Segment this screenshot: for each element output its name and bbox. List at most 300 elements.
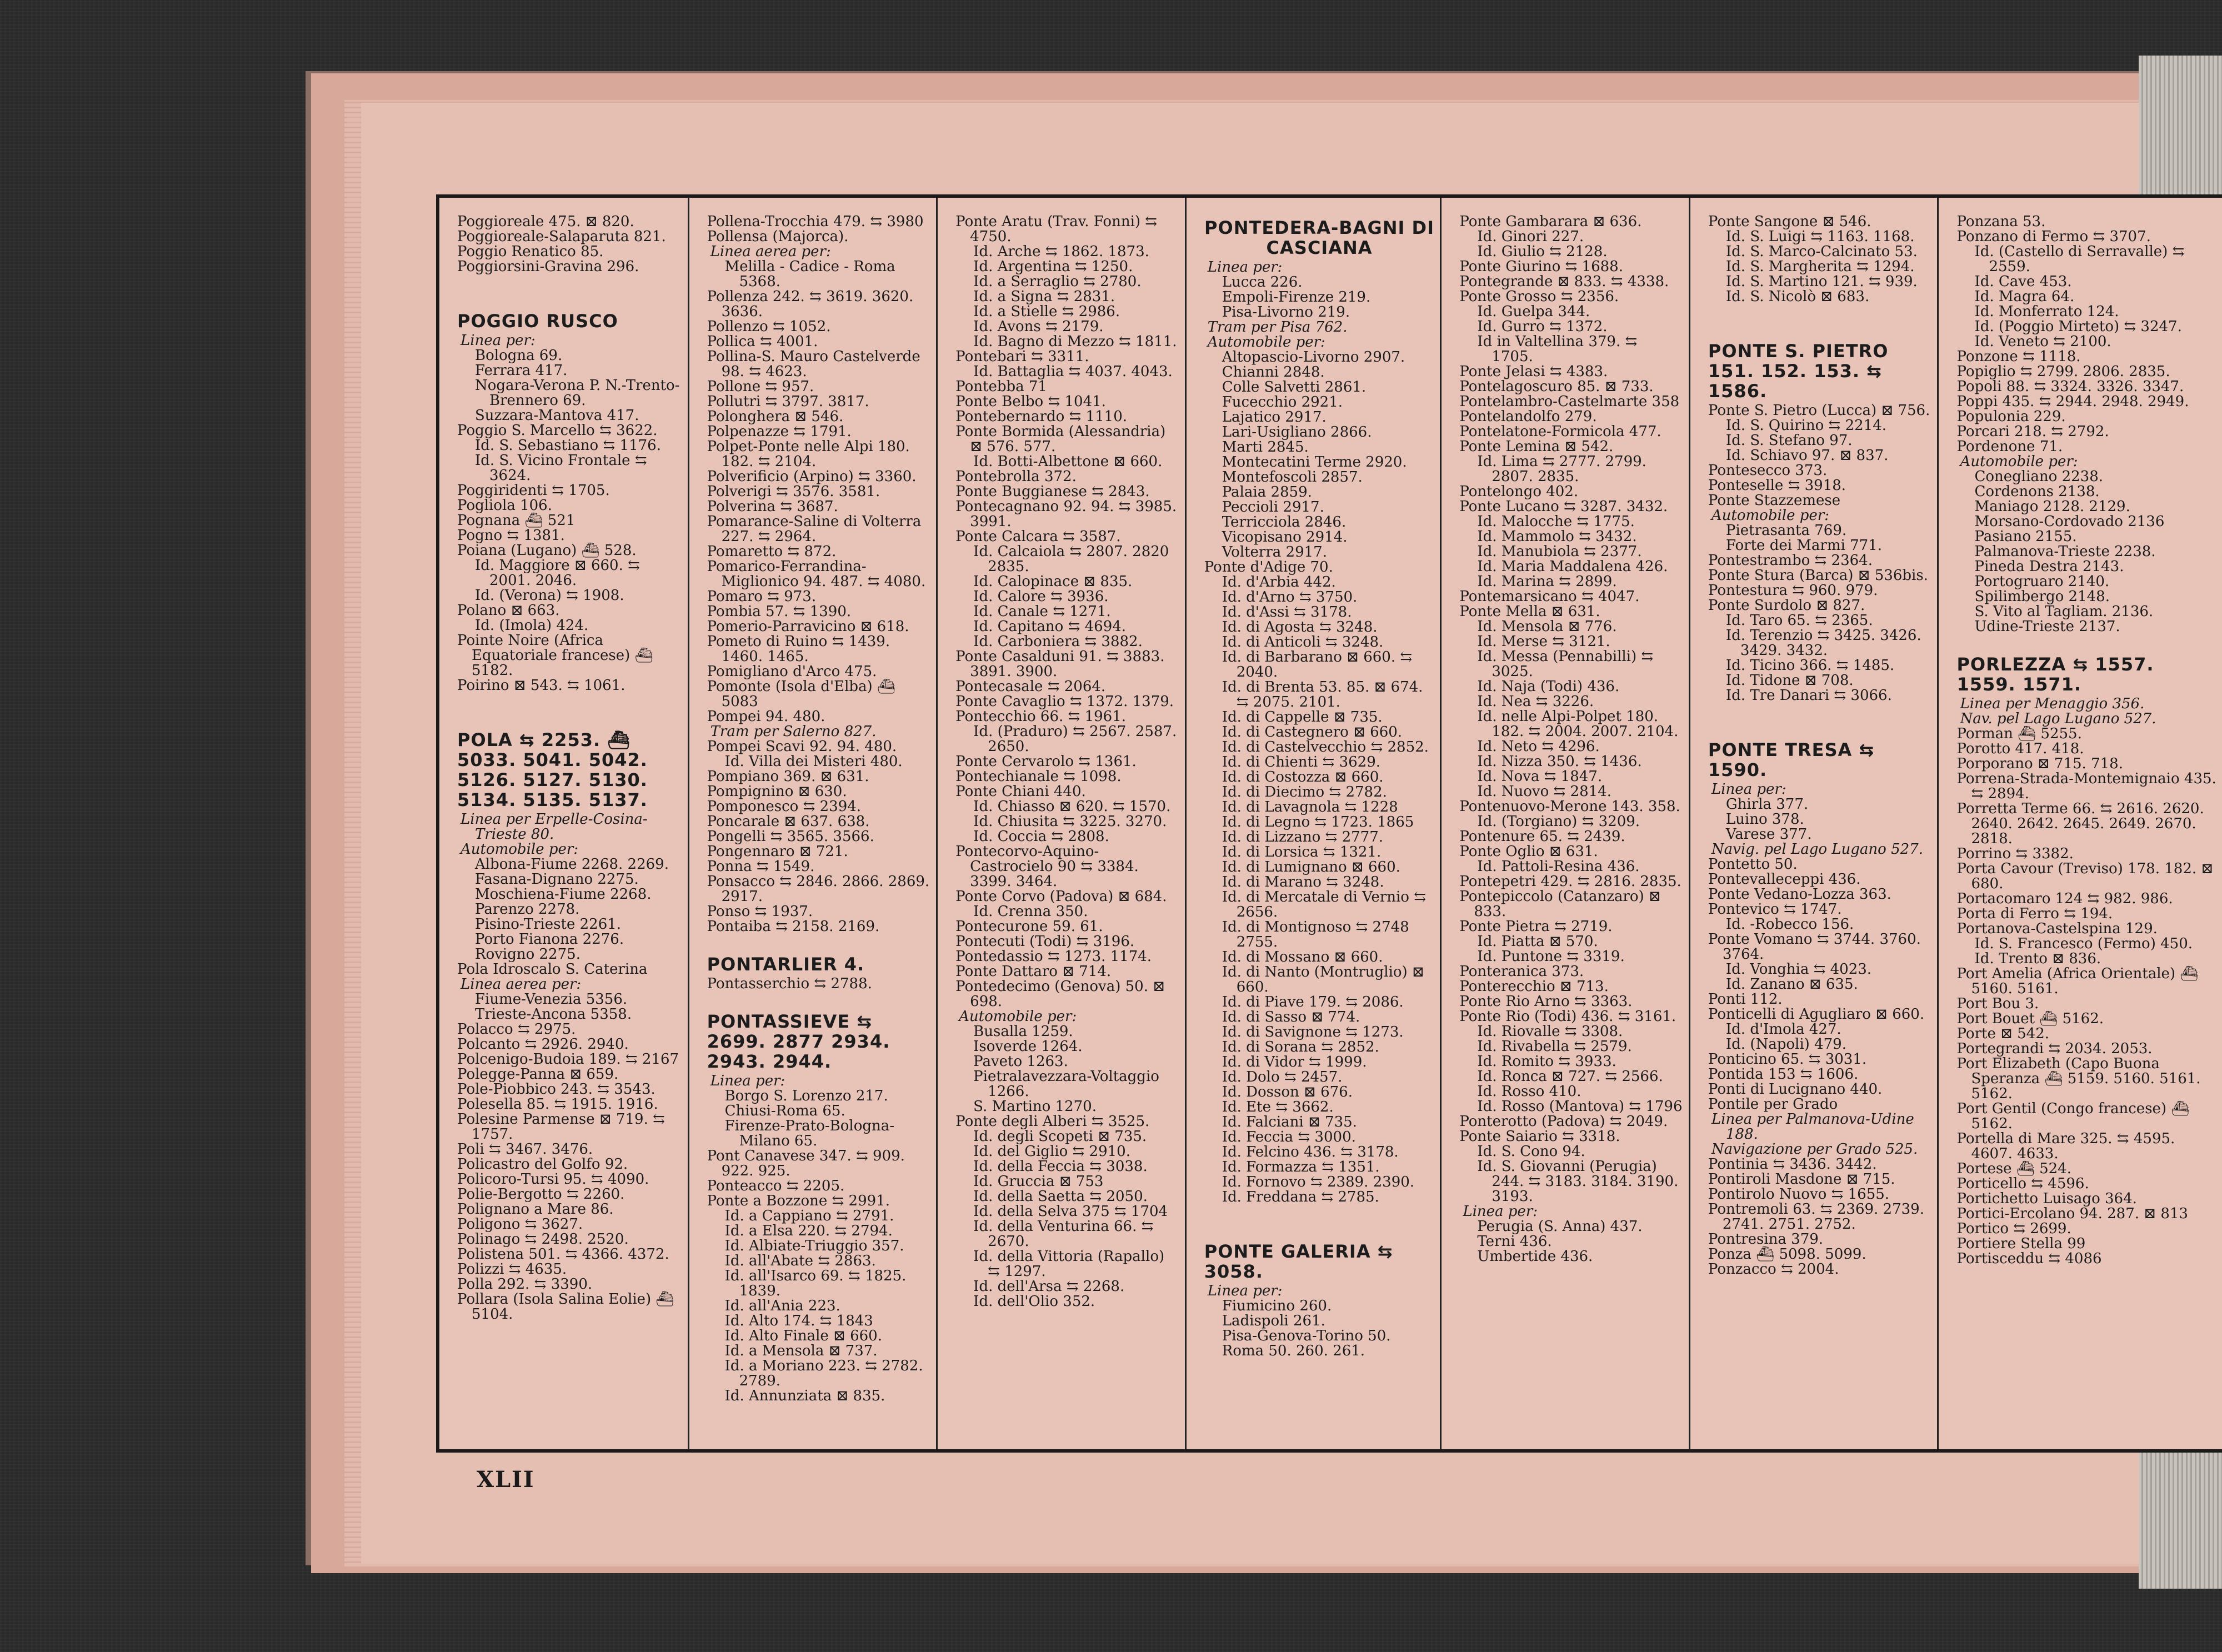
service-line: Linea per: <box>1463 1203 1538 1220</box>
index-entry: Pontechianale ⇆ 1098. <box>955 768 1122 785</box>
sub-entry: Paveto 1263. <box>973 1053 1068 1070</box>
index-entry: Ponzana 53. <box>1956 213 2046 230</box>
index-entry: Pompei 94. 480. <box>707 708 825 725</box>
index-entry: Ponte Chiani 440. <box>955 783 1086 800</box>
sub-entry: Udine-Trieste 2137. <box>1974 618 2120 635</box>
index-column-1 <box>439 198 689 1449</box>
sub-entry: Id. Magra 64. <box>1974 288 2075 305</box>
index-entry: Poligono ⇆ 3627. <box>457 1216 583 1233</box>
index-entry: Pombia 57. ⇆ 1390. <box>707 603 852 620</box>
sub-entry: Id. Carboniera ⇆ 3882. <box>973 633 1143 650</box>
sub-entry: Id. Ronca ⊠ 727. ⇆ 2566. <box>1477 1068 1663 1085</box>
index-entry: Pollena-Trocchia 479. ⇆ 3980 <box>707 213 924 230</box>
sub-entry: Id. di Legno ⇆ 1723. 1865 <box>1222 814 1414 830</box>
sub-entry: Firenze-Prato-Bologna-Milano 65. <box>724 1118 895 1149</box>
index-entry: Ponte Surdolo ⊠ 827. <box>1708 597 1865 614</box>
sub-entry: Id. a Signa ⇆ 2831. <box>973 288 1115 305</box>
index-entry: Portese ⛴ 524. <box>1956 1160 2071 1177</box>
sub-entry: Colle Salvetti 2861. <box>1222 379 1367 396</box>
index-entry: Pontecurone 59. 61. <box>955 918 1103 935</box>
sub-entry: Id. all'Ania 223. <box>724 1298 840 1314</box>
sub-entry: Id. di Mossano ⊠ 660. <box>1222 949 1383 965</box>
index-entry: Polacco ⇆ 2975. <box>457 1021 576 1038</box>
index-entry: Polegge-Panna ⊠ 659. <box>457 1066 619 1083</box>
sub-entry: Id. Dosson ⊠ 676. <box>1222 1084 1353 1100</box>
index-entry: Ponte Buggianese ⇆ 2843. <box>955 483 1150 500</box>
spacer <box>1708 304 1932 338</box>
sub-entry: Id. Albiate-Triuggio 357. <box>724 1238 904 1254</box>
index-entry: Porman ⛴ 5255. <box>1956 725 2082 742</box>
sub-entry: Id. Falciani ⊠ 735. <box>1222 1114 1357 1130</box>
index-entry: Pomponesco ⇆ 2394. <box>707 798 862 815</box>
sub-entry: Id. Formazza ⇆ 1351. <box>1222 1159 1380 1175</box>
index-entry: Pontevalleceppi 436. <box>1708 871 1861 888</box>
sub-entry: Id. di Sorana ⇆ 2852. <box>1222 1039 1379 1055</box>
sub-entry: Ferrara 417. <box>475 362 568 379</box>
sub-entry: Id. Tidone ⊠ 708. <box>1725 672 1854 689</box>
index-entry: Ponso ⇆ 1937. <box>707 903 813 920</box>
sub-entry: Pisa-Genova-Torino 50. <box>1222 1328 1391 1344</box>
section-heading: PONTARLIER 4. <box>707 954 865 975</box>
index-entry: Ponte Rio Arno ⇆ 3363. <box>1459 993 1633 1010</box>
index-entry: Port Gentil (Congo francese) ⛴ 5162. <box>1956 1100 2190 1132</box>
sub-entry: Id. Trento ⊠ 836. <box>1974 950 2101 967</box>
sub-entry: Bologna 69. <box>475 347 563 364</box>
sub-entry: Fiumicino 260. <box>1222 1298 1332 1314</box>
sub-entry: Id. Gurro ⇆ 1372. <box>1477 318 1608 335</box>
sub-entry: Id. Marina ⇆ 2899. <box>1477 573 1617 590</box>
index-entry: Pogno ⇆ 1381. <box>457 527 565 544</box>
sub-entry: Id. Ticino 366. ⇆ 1485. <box>1725 657 1895 674</box>
sub-entry: Id. dell'Olio 352. <box>973 1293 1095 1310</box>
index-entry: Polie-Bergotto ⇆ 2260. <box>457 1186 625 1203</box>
index-entry: Ponte a Bozzone ⇆ 2991. <box>707 1193 890 1209</box>
index-entry: Ponte Belbo ⇆ 1041. <box>955 393 1106 410</box>
sub-entry: Vicopisano 2914. <box>1222 529 1348 545</box>
sub-entry: Fiume-Venezia 5356. <box>475 991 628 1008</box>
sub-entry: Id. Alto 174. ⇆ 1843 <box>724 1313 873 1329</box>
index-entry: Policoro-Tursi 95. ⇆ 4090. <box>457 1171 649 1188</box>
sub-entry: Pietrasanta 769. <box>1725 522 1847 539</box>
sub-entry: Id. Argentina ⇆ 1250. <box>973 258 1133 275</box>
sub-entry: Id. Giulio ⇆ 2128. <box>1477 243 1608 260</box>
sub-entry: Id. Calore ⇆ 3936. <box>973 588 1109 605</box>
sub-entry: Id. di Cappelle ⊠ 735. <box>1222 709 1383 725</box>
index-entry: Pompiano 369. ⊠ 631. <box>707 768 869 785</box>
index-entry: Pomerio-Parravicino ⊠ 618. <box>707 618 909 635</box>
sub-entry: Id. Arche ⇆ 1862. 1873. <box>973 243 1149 260</box>
sub-entry: Id. (Imola) 424. <box>475 617 589 634</box>
index-entry: Ponsacco ⇆ 2846. 2866. 2869. 2917. <box>707 873 930 905</box>
index-entry: Pompignino ⊠ 630. <box>707 783 847 800</box>
index-entry: Polcenigo-Budoia 189. ⇆ 2167 <box>457 1051 679 1068</box>
index-entry: Polignano a Mare 86. <box>457 1201 614 1218</box>
sub-entry: Id. della Venturina 66. ⇆ 2670. <box>973 1218 1154 1250</box>
sub-entry: Id. Bagno di Mezzo ⇆ 1811. <box>973 333 1177 350</box>
sub-entry: Busalla 1259. <box>973 1023 1073 1040</box>
sub-entry: Conegliano 2238. <box>1974 468 2104 485</box>
service-line: Automobile per: <box>959 1008 1077 1025</box>
service-line: Automobile per: <box>1960 453 2078 470</box>
sub-entry: Id. Calopinace ⊠ 835. <box>973 573 1133 590</box>
sub-entry: Id. Rosso (Mantova) ⇆ 1796 <box>1477 1098 1683 1115</box>
index-entry: Ponte Dattaro ⊠ 714. <box>955 963 1112 980</box>
sub-entry: Maniago 2128. 2129. <box>1974 498 2130 515</box>
sub-entry: Id. di Diecimo ⇆ 2782. <box>1222 784 1387 800</box>
index-entry: Ponticino 65. ⇆ 3031. <box>1708 1051 1867 1068</box>
index-entry: Pontida 153 ⇆ 1606. <box>1708 1066 1859 1083</box>
sub-entry: Pisino-Trieste 2261. <box>475 916 622 933</box>
index-entry: Pongennaro ⊠ 721. <box>707 843 848 860</box>
sub-entry: Spilimbergo 2148. <box>1974 588 2110 605</box>
spacer <box>457 693 682 727</box>
sub-entry: Id. a Stielle ⇆ 2986. <box>973 303 1120 320</box>
sub-entry: Id. a Cappiano ⇆ 2791. <box>724 1208 894 1224</box>
index-entry: Poggiridenti ⇆ 1705. <box>457 482 610 499</box>
index-entry: Ponte d'Adige 70. <box>1204 559 1333 575</box>
sub-entry: Id in Valtellina 379. ⇆ 1705. <box>1477 333 1638 365</box>
index-entry: Pontecasale ⇆ 2064. <box>955 678 1106 695</box>
section-heading: PONTE S. PIETRO 151. 152. 153. ⇆ 1586. <box>1708 341 1889 402</box>
index-entry: Pompei Scavi 92. 94. 480. <box>707 738 897 755</box>
sub-entry: Terni 436. <box>1477 1233 1552 1250</box>
index-entry: Port Bou 3. <box>1956 995 2039 1012</box>
index-entry: Portacomaro 124 ⇆ 982. 986. <box>1956 890 2173 907</box>
sub-entry: Palmanova-Trieste 2238. <box>1974 543 2156 560</box>
index-entry: Pomonte (Isola d'Elba) ⛴ 5083 <box>707 678 895 710</box>
sub-entry: Id. Messa (Pennabilli) ⇆ 3025. <box>1477 648 1654 680</box>
index-entry: Pordenone 71. <box>1956 438 2063 455</box>
index-entry: Pollone ⇆ 957. <box>707 378 814 395</box>
index-entry: Pongelli ⇆ 3565. 3566. <box>707 828 874 845</box>
index-entry: Poggio Renatico 85. <box>457 243 604 260</box>
sub-entry: Id. S. Sebastiano ⇆ 1176. <box>475 437 661 454</box>
sub-entry: Isoverde 1264. <box>973 1038 1083 1055</box>
sub-entry: Id. Calcaiola ⇆ 2807. 2820 2835. <box>973 543 1169 575</box>
sub-entry: Id. di Sasso ⊠ 774. <box>1222 1009 1360 1025</box>
index-entry: Porticello ⇆ 4596. <box>1956 1175 2089 1192</box>
sub-entry: Montecatini Terme 2920. <box>1222 454 1407 470</box>
sub-entry: Id. Malocche ⇆ 1775. <box>1477 513 1635 530</box>
sub-entry: Id. dell'Arsa ⇆ 2268. <box>973 1278 1125 1295</box>
index-entry: Polverigi ⇆ 3576. 3581. <box>707 483 880 500</box>
sub-entry: Id. Freddana ⇆ 2785. <box>1222 1189 1379 1205</box>
service-line: Tram per Salerno 827. <box>710 723 877 740</box>
sub-entry: Cordenons 2138. <box>1974 483 2100 500</box>
sub-entry: Suzzara-Mantova 417. <box>475 407 639 424</box>
index-entry: Ponte degli Alberi ⇆ 3525. <box>955 1113 1150 1130</box>
sub-entry: Morsano-Cordovado 2136 <box>1974 513 2165 530</box>
sub-entry: Id. S. Vicino Frontale ⇆ 3624. <box>475 452 647 484</box>
index-entry: Pollenza 242. ⇆ 3619. 3620. 3636. <box>707 288 914 320</box>
sub-entry: Id. Rosso 410. <box>1477 1083 1582 1100</box>
index-entry: Ponte Stazzemese <box>1708 492 1841 509</box>
section-heading: PONTEDERA-BAGNI DI CASCIANA <box>1204 217 1434 258</box>
sub-entry: Id. Ginori 227. <box>1477 228 1584 245</box>
index-entry: Ponterotto (Padova) ⇆ 2049. <box>1459 1113 1668 1130</box>
index-entry: Polistena 501. ⇆ 4366. 4372. <box>457 1246 669 1263</box>
service-line: Automobile per: <box>461 841 579 858</box>
sub-entry: Pasiano 2155. <box>1974 528 2077 545</box>
index-entry: Pola Idroscalo S. Caterina <box>457 961 648 978</box>
index-entry: Ponti 112. <box>1708 991 1783 1008</box>
sub-entry: Chiusi-Roma 65. <box>724 1103 845 1119</box>
sub-entry: Id. Villa dei Misteri 480. <box>724 753 903 770</box>
sub-entry: Id. (Napoli) 479. <box>1725 1036 1846 1053</box>
index-entry: Portella di Mare 325. ⇆ 4595. 4607. 4633. <box>1956 1130 2175 1162</box>
sub-entry: Id. Chiusita ⇆ 3225. 3270. <box>973 813 1167 830</box>
sub-entry: Id. S. Margherita ⇆ 1294. <box>1725 258 1915 275</box>
service-line: Nav. pel Lago Lugano 527. <box>1960 710 2156 727</box>
index-entry: Portici-Ercolano 94. 287. ⊠ 813 <box>1956 1205 2188 1222</box>
index-entry: Policastro del Golfo 92. <box>457 1156 628 1173</box>
spacer <box>1708 703 1932 737</box>
sub-entry: Id. Rivabella ⇆ 2579. <box>1477 1038 1632 1055</box>
sub-entry: Id. S. Francesco (Fermo) 450. <box>1974 935 2193 952</box>
service-line: Linea per: <box>1207 259 1283 276</box>
index-entry: Ponti di Lucignano 440. <box>1708 1081 1883 1098</box>
index-entry: Pontecagnano 92. 94. ⇆ 3985. 3991. <box>955 498 1177 530</box>
sub-entry: Id. S. Martino 121. ⇆ 939. <box>1725 273 1918 290</box>
sub-entry: Id. a Moriano 223. ⇆ 2782. 2789. <box>724 1358 923 1389</box>
index-entry: Port Elizabeth (Capo Buona Speranza ⛴ 5159. 5160. 5161. 5162. <box>1956 1055 2201 1102</box>
sub-entry: Id. Pattoli-Resina 436. <box>1477 858 1640 875</box>
service-line: Automobile per: <box>1711 507 1829 524</box>
sub-entry: Id. Tre Danari ⇆ 3066. <box>1725 687 1892 704</box>
sub-entry: Id. Alto Finale ⊠ 660. <box>724 1328 882 1344</box>
index-entry: Porta di Ferro ⇆ 194. <box>1956 905 2113 922</box>
index-entry: Pontresina 379. <box>1708 1231 1824 1248</box>
index-entry: Ponte Saiario ⇆ 3318. <box>1459 1128 1620 1145</box>
sub-entry: Id. Nea ⇆ 3226. <box>1477 693 1594 710</box>
sub-entry: Id. Romito ⇆ 3933. <box>1477 1053 1617 1070</box>
index-entry: Ponte Casalduni 91. ⇆ 3883. 3891. 3900. <box>955 648 1165 680</box>
sub-entry: Palaia 2859. <box>1222 484 1312 500</box>
sub-entry: Peccioli 2917. <box>1222 499 1324 515</box>
index-entry: Pometo di Ruino ⇆ 1439. 1460. 1465. <box>707 633 890 665</box>
sub-entry: Id. di Lizzano ⇆ 2777. <box>1222 829 1384 845</box>
sub-entry: Id. (Torgiano) ⇆ 3209. <box>1477 813 1640 830</box>
index-entry: Poiana (Lugano) ⛴ 528. <box>457 542 637 559</box>
sub-entry: Id. di Brenta 53. 85. ⊠ 674. ⇆ 2075. 2101. <box>1222 679 1423 710</box>
index-entry: Portichetto Luisago 364. <box>1956 1190 2137 1207</box>
index-entry: Pontelongo 402. <box>1459 483 1579 500</box>
index-entry: Pontinia ⇆ 3436. 3442. <box>1708 1156 1877 1173</box>
index-entry: Ponte S. Pietro (Lucca) ⊠ 756. <box>1708 402 1930 419</box>
index-entry: Poggiorsini-Gravina 296. <box>457 258 639 275</box>
index-entry: Polverificio (Arpino) ⇆ 3360. <box>707 468 917 485</box>
sub-entry: Borgo S. Lorenzo 217. <box>724 1088 888 1104</box>
sub-entry: Pisa-Livorno 219. <box>1222 304 1350 321</box>
sub-entry: Id. Battaglia ⇆ 4037. 4043. <box>973 363 1173 380</box>
sub-entry: Marti 2845. <box>1222 439 1309 455</box>
sub-entry: Id. Capitano ⇆ 4694. <box>973 618 1127 635</box>
index-entry: Pontedassio ⇆ 1273. 1174. <box>955 948 1152 965</box>
sub-entry: Porto Fianona 2276. <box>475 931 624 948</box>
sub-entry: Id. di Lumignano ⊠ 660. <box>1222 859 1400 875</box>
sub-entry: Id. di Nanto (Montruglio) ⊠ 660. <box>1222 964 1424 995</box>
service-line: Linea per: <box>461 332 536 349</box>
service-line: Linea per: <box>710 1073 785 1089</box>
sub-entry: Id. Maggiore ⊠ 660. ⇆ 2001. 2046. <box>475 557 640 589</box>
index-entry: Polpet-Ponte nelle Alpi 180. 182. ⇆ 2104. <box>707 438 910 470</box>
service-line: Navigazione per Grado 525. <box>1711 1141 1918 1158</box>
index-entry: Pontepiccolo (Catanzaro) ⊠ 833. <box>1459 888 1661 920</box>
sub-entry: Id. di Lorsica ⇆ 1321. <box>1222 844 1382 860</box>
section-heading: POLA ⇆ 2253. ⛴ 5033. 5041. 5042. 5126. 5127. 5130. 5134. 5135. 5137. <box>457 729 648 810</box>
index-entry: Poggioreale-Salaparuta 821. <box>457 228 666 245</box>
sub-entry: Lucca 226. <box>1222 274 1303 291</box>
sub-entry: Id. di Barbarano ⊠ 660. ⇆ 2040. <box>1222 649 1413 680</box>
sub-entry: Id. Guelpa 344. <box>1477 303 1590 320</box>
sub-entry: Id. di Marano ⇆ 3248. <box>1222 874 1384 890</box>
sub-entry: Id. S. Giovanni (Perugia) 244. ⇆ 3183. 3184. 3190. 3193. <box>1477 1158 1679 1205</box>
index-entry: Porporano ⊠ 715. 718. <box>1956 755 2123 772</box>
index-entry: Porrena-Strada-Montemignaio 435. ⇆ 2894. <box>1956 770 2216 802</box>
sub-entry: Ladispoli 261. <box>1222 1313 1325 1329</box>
index-entry: Polesella 85. ⇆ 1915. 1916. <box>457 1096 658 1113</box>
sub-entry: Id. Crenna 350. <box>973 903 1088 920</box>
sub-entry: Id. Zanano ⊠ 635. <box>1725 976 1858 993</box>
index-entry: Ponte Giurino ⇆ 1688. <box>1459 258 1623 275</box>
service-line: Tram per Pisa 762. <box>1207 319 1348 336</box>
index-entry: Pogliola 106. <box>457 497 552 514</box>
index-entry: Pontevico ⇆ 1747. <box>1708 901 1842 918</box>
sub-entry: Id. Puntone ⇆ 3319. <box>1477 948 1625 965</box>
index-entry: Pontepetri 429. ⇆ 2816. 2835. <box>1459 873 1681 890</box>
index-entry: Polla 292. ⇆ 3390. <box>457 1276 593 1293</box>
index-entry: Pontetto 50. <box>1708 856 1798 873</box>
index-column-4 <box>1187 198 1442 1449</box>
service-line: Linea per: <box>1711 781 1786 798</box>
sub-entry: Luino 378. <box>1725 811 1804 828</box>
index-entry: Pollutri ⇆ 3797. 3817. <box>707 393 869 410</box>
index-entry: Ponte Corvo (Padova) ⊠ 684. <box>955 888 1167 905</box>
index-entry: Pontelandolfo 279. <box>1459 408 1597 425</box>
index-entry: Ponte Cavaglio ⇆ 1372. 1379. <box>955 693 1174 710</box>
sub-entry: Lari-Usigliano 2866. <box>1222 424 1372 440</box>
section-heading: PONTE GALERIA ⇆ 3058. <box>1204 1241 1393 1282</box>
index-entry: Ponteselle ⇆ 3918. <box>1708 477 1846 494</box>
index-entry: Ponte Stura (Barca) ⊠ 536bis. <box>1708 567 1928 584</box>
sub-entry: Perugia (S. Anna) 437. <box>1477 1218 1643 1235</box>
sub-entry: Fasana-Dignano 2275. <box>475 871 639 888</box>
index-entry: Portegrandi ⇆ 2034. 2053. <box>1956 1040 2153 1057</box>
service-line: Navig. pel Lago Lugano 527. <box>1711 841 1923 858</box>
sub-entry: Id. Canale ⇆ 1271. <box>973 603 1111 620</box>
sub-entry: Id. degli Scopeti ⊠ 735. <box>973 1128 1147 1145</box>
sub-entry: S. Vito al Tagliam. 2136. <box>1974 603 2154 620</box>
index-entry: Pollensa (Majorca). <box>707 228 849 245</box>
index-entry: Ponte Gambarara ⊠ 636. <box>1459 213 1642 230</box>
index-entry: Ponzone ⇆ 1118. <box>1956 348 2081 365</box>
sub-entry: Id. nelle Alpi-Polpet 180. 182. ⇆ 2004. 2007. 2104. <box>1477 708 1679 740</box>
sub-entry: Id. Botti-Albettone ⊠ 660. <box>973 453 1163 470</box>
index-entry: Pomaretto ⇆ 872. <box>707 543 837 560</box>
sub-entry: Id. della Selva 375 ⇆ 1704 <box>973 1203 1168 1220</box>
index-entry: Pont Canavese 347. ⇆ 909. 922. 925. <box>707 1148 905 1179</box>
index-entry: Ponte Lemina ⊠ 542. <box>1459 438 1614 455</box>
service-line: Linea per Menaggio 356. <box>1960 695 2145 712</box>
index-entry: Porrino ⇆ 3382. <box>1956 845 2074 862</box>
spacer <box>1956 634 2216 651</box>
sub-entry: Id. di Costozza ⊠ 660. <box>1222 769 1384 785</box>
sub-entry: Id. S. Stefano 97. <box>1725 432 1853 449</box>
index-entry: Pontesecco 373. <box>1708 462 1828 479</box>
sub-entry: Id. di Montignoso ⇆ 2748 2755. <box>1222 919 1409 950</box>
index-entry: Ponte Sangone ⊠ 546. <box>1708 213 1871 230</box>
section-heading: PONTE TRESA ⇆ 1590. <box>1708 739 1875 780</box>
index-entry: Ponte Vedano-Lozza 363. <box>1708 886 1891 903</box>
index-entry: Pomarico-Ferrandina-Miglionico 94. 487. ⇆ 4080. <box>707 558 926 590</box>
sub-entry: Id. Merse ⇆ 3121. <box>1477 633 1610 650</box>
sub-entry: Id. Neto ⇆ 4296. <box>1477 738 1600 755</box>
sub-entry: Id. Cave 453. <box>1974 273 2072 290</box>
index-entry: Pontile per Grado <box>1708 1096 1838 1113</box>
index-entry: Popiglio ⇆ 2799. 2806. 2835. <box>1956 363 2170 380</box>
sub-entry: Id. a Serraglio ⇆ 2780. <box>973 273 1142 290</box>
sub-entry: Id. Chiasso ⊠ 620. ⇆ 1570. <box>973 798 1171 815</box>
index-entry: Ponte Vomano ⇆ 3744. 3760. 3764. <box>1708 931 1921 963</box>
index-entry: Ponte Oglio ⊠ 631. <box>1459 843 1598 860</box>
sub-entry: Id. Piatta ⊠ 570. <box>1477 933 1598 950</box>
index-entry: Pontedecimo (Genova) 50. ⊠ 698. <box>955 978 1165 1010</box>
index-entry: Pole-Piobbico 243. ⇆ 3543. <box>457 1081 655 1098</box>
page-number: XLII <box>477 1466 535 1493</box>
index-entry: Pomigliano d'Arco 475. <box>707 663 877 680</box>
index-entry: Ponte Pietra ⇆ 2719. <box>1459 918 1613 935</box>
index-entry: Ponte Bormida (Alessandria) ⊠ 576. 577. <box>955 423 1166 455</box>
sub-entry: Id. (Castello di Serravalle) ⇆ 2559. <box>1974 243 2185 275</box>
index-entry: Porta Cavour (Treviso) 178. 182. ⊠ 680. <box>1956 860 2214 892</box>
sub-entry: Id. all'Abate ⇆ 2863. <box>724 1253 876 1269</box>
sub-entry: Id. Terenzio ⇆ 3425. 3426. 3429. 3432. <box>1725 627 1921 659</box>
index-entry: Pomaro ⇆ 973. <box>707 588 817 605</box>
index-entry: Pontecorvo-Aquino-Castrocielo 90 ⇆ 3384. 3399. 3464. <box>955 843 1139 890</box>
index-entry: Ponteranica 373. <box>1459 963 1584 980</box>
index-entry: Populonia 229. <box>1956 408 2066 425</box>
sub-entry: S. Martino 1270. <box>973 1098 1097 1115</box>
sub-entry: Varese 377. <box>1725 826 1812 843</box>
sub-entry: Chianni 2848. <box>1222 364 1325 381</box>
sub-entry: Id. S. Cono 94. <box>1477 1143 1585 1160</box>
index-entry: Port Bouet ⛴ 5162. <box>1956 1010 2104 1027</box>
sub-entry: Id. all'Isarco 69. ⇆ 1825. 1839. <box>724 1268 907 1299</box>
index-entry: Polcanto ⇆ 2926. 2940. <box>457 1036 629 1053</box>
index-entry: Ponzano di Fermo ⇆ 3707. <box>1956 228 2151 245</box>
index-entry: Pontenure 65. ⇆ 2439. <box>1459 828 1625 845</box>
index-entry: Pontegrande ⊠ 833. ⇆ 4338. <box>1459 273 1669 290</box>
sub-entry: Id. di Castegnero ⊠ 660. <box>1222 724 1403 740</box>
sub-entry: Id. Manubiola ⇆ 2377. <box>1477 543 1642 560</box>
sub-entry: Id. del Giglio ⇆ 2910. <box>973 1143 1130 1160</box>
index-entry: Polano ⊠ 663. <box>457 602 560 619</box>
index-entry: Ponza ⛴ 5098. 5099. <box>1708 1246 1866 1263</box>
index-entry: Pollica ⇆ 4001. <box>707 333 818 350</box>
sub-entry: Id. della Saetta ⇆ 2050. <box>973 1188 1148 1205</box>
sub-entry: Id. Ete ⇆ 3662. <box>1222 1099 1334 1115</box>
sub-entry: Id. di Lavagnola ⇆ 1228 <box>1222 799 1398 815</box>
index-table <box>436 194 2222 1453</box>
index-entry: Pomarance-Saline di Volterra 227. ⇆ 2964. <box>707 513 922 545</box>
index-entry: Portisceddu ⇆ 4086 <box>1956 1250 2102 1267</box>
index-entry: Poirino ⊠ 543. ⇆ 1061. <box>457 677 625 694</box>
index-entry: Popoli 88. ⇆ 3324. 3326. 3347. <box>1956 378 2184 395</box>
sub-entry: Altopascio-Livorno 2907. <box>1222 349 1405 366</box>
index-entry: Pognana ⛴ 521 <box>457 512 575 529</box>
index-entry: Pontaiba ⇆ 2158. 2169. <box>707 918 880 935</box>
index-entry: Poli ⇆ 3467. 3476. <box>457 1141 593 1158</box>
